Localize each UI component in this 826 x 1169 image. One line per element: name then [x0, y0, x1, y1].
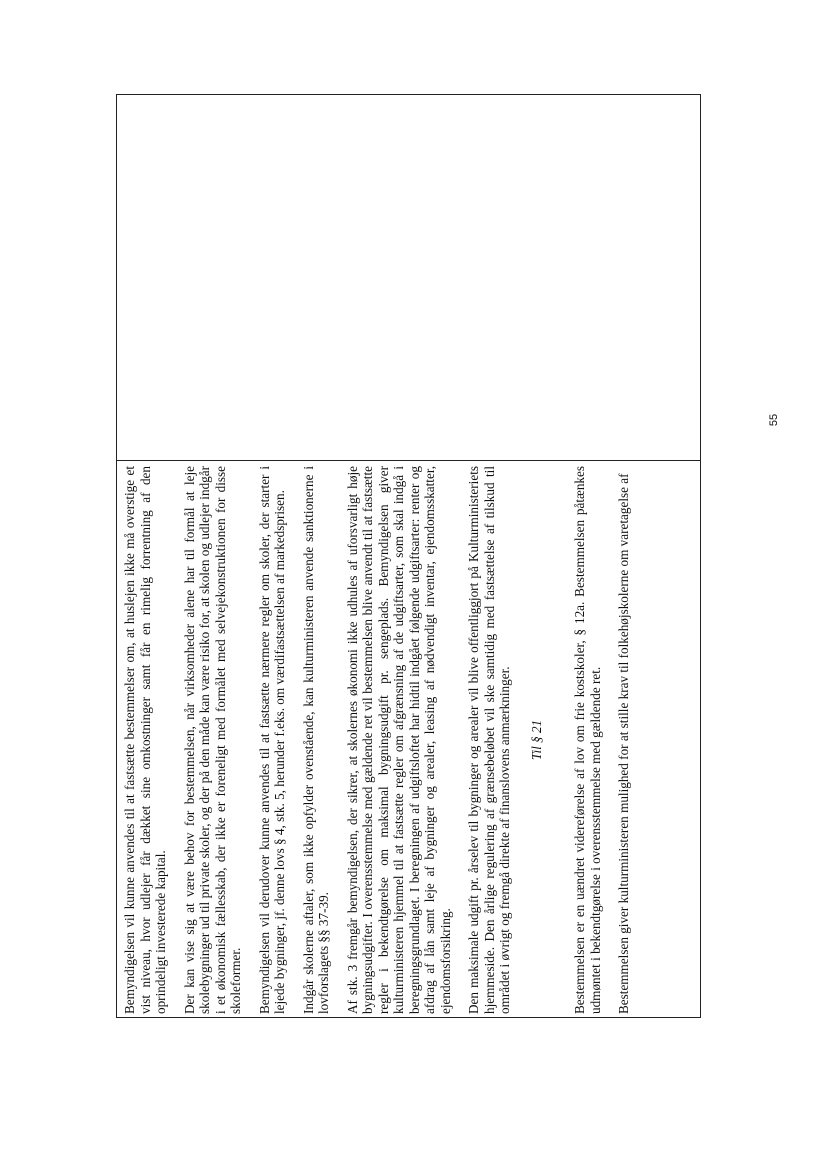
- page-number: 55: [768, 413, 780, 427]
- paragraph: Bestemmelsen er en uændret videreførelse af lov om frie kostskoler, § 12a. Bestemmelsen påtænkes udmøntet i bekendtgørelse i overensstemmelse med gældende ret.: [572, 466, 603, 1014]
- paragraph: Bemyndigelsen vil derudover kunne anvendes til at fastsætte nærmere regler om skoler, der starter i lejede bygninger, jf. denne lovs § 4, stk. 5, herunder f.eks. om værdifastsættelsen af markedsprisen.: [256, 466, 287, 1014]
- column-divider: [116, 460, 701, 461]
- paragraph: Bestemmelsen giver kulturministeren mulighed for at stille krav til folkehøjskolerne om varetagelse af: [616, 473, 631, 1014]
- paragraph: Der kan vise sig at være behov for bestemmelsen, når virksomheder alene har til formål at leje skolebygninger ud til private skoler, og der på den måde kan være risiko for, at skolen og udlejer indgår i et økonomisk fællesskab, der ikke er foreneligt med formålet med selvejekonstruktionen for disse skoleformer.: [181, 466, 243, 1014]
- paragraph: Den maksimale udgift pr. årselev til bygninger og arealer vil blive offentliggjort på Kulturministeriets hjemmeside. Den årlige regulering af grænsebeløbet vil ske samtidig med fastsættelse af tilskud til området i øvrigt og fremgå direkte af finanslovens anmærkninger.: [466, 466, 512, 1014]
- section-heading: Til § 21: [528, 719, 544, 761]
- rotated-page-content: [116, 94, 701, 1018]
- paragraph: Bemyndigelsen vil kunne anvendes til at fastsætte bestemmelser om, at huslejen ikke må overstige et vist niveau, hvor udlejer får dækket sine omkostninger samt får en rimelig forrentning af den oprindeligt investerede kapital.: [122, 466, 168, 1014]
- paragraph: Af stk. 3 fremgår bemyndigelsen, der sikrer, at skolernes økonomi ikke udhules af uforsvarligt høje bygningsudgifter. I overensstemmelse med gældende ret vil bestemmelsen blive anvendt til at fastsætte regler i bekendtgørelse om maksimal bygningsudgift pr. sengeplads. Bemyndigelsen giver kulturministeren hjemmel til at fastsætte regler om afgrænsning af de udgiftsarter, som skal indgå i beregningsgrundlaget. I beregningen af udgiftsloftet har hidtil indgået følgende udgiftsarter: renter og afdrag af lån samt leje af bygninger og arealer, leasing af nødvendigt inventar, ejendomsskatter, ejendomsforsikring.: [344, 466, 453, 1014]
- text-column: [122, 466, 700, 1014]
- paragraph: Indgår skolerne aftaler, som ikke opfylder ovenstående, kan kulturministeren anvende sanktionerne i lovforslagets §§ 37-39.: [300, 466, 331, 1014]
